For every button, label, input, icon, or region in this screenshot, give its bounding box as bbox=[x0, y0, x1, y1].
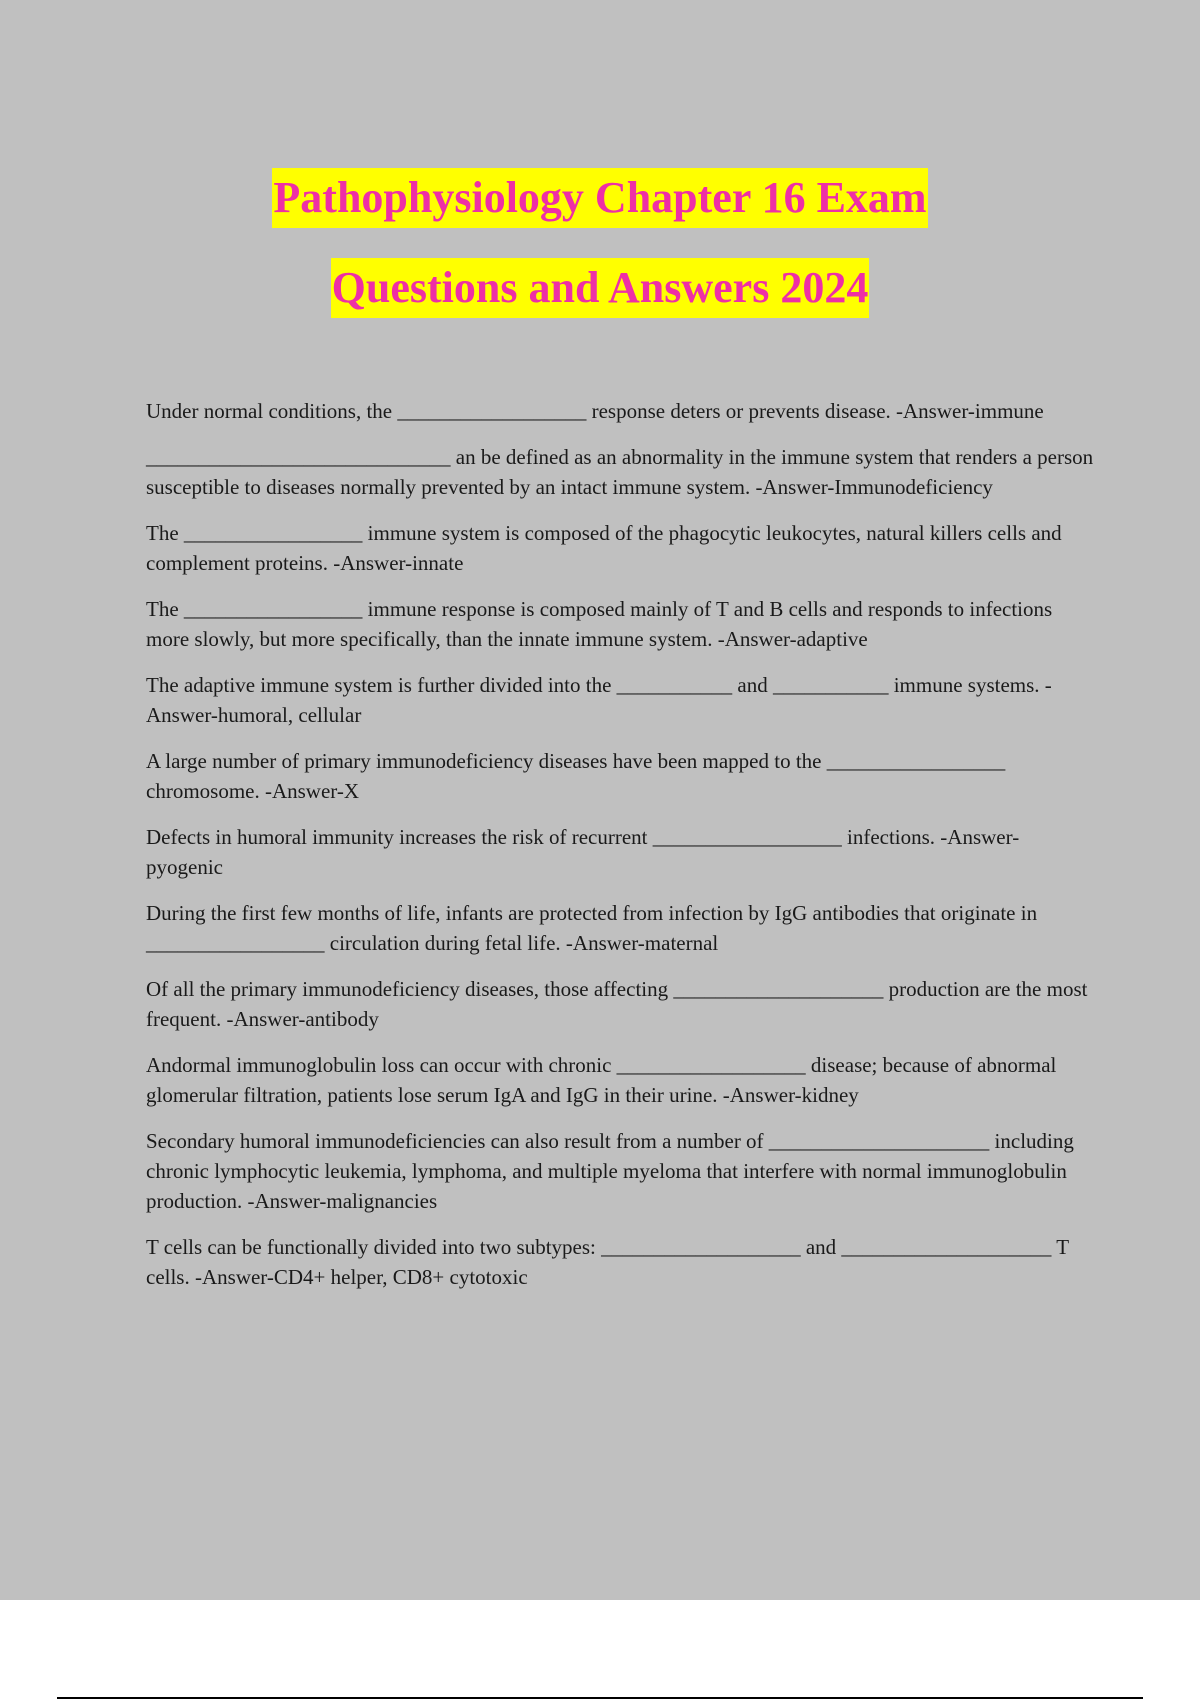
qa-item-5: The adaptive immune system is further divided into the ___________ and ___________ immune systems. -Answer-humoral, cellular bbox=[146, 673, 1052, 727]
qa-item-3: The _________________ immune system is composed of the phagocytic leukocytes, natural killers cells and complement proteins. -Answer-innate bbox=[146, 521, 1062, 575]
qa-item-9: Of all the primary immunodeficiency diseases, those affecting ____________________ production are the most frequent. -Answer-antibody bbox=[146, 977, 1088, 1031]
qa-item-4: The _________________ immune response is composed mainly of T and B cells and responds to infections more slowly, but more specifically, than the innate immune system. -Answer-adaptive bbox=[146, 597, 1053, 651]
qa-list bbox=[146, 396, 1096, 1308]
qa-item-7: Defects in humoral immunity increases the risk of recurrent __________________ infections. -Answer-pyogenic bbox=[146, 825, 1020, 879]
qa-item-2: _____________________________ an be defined as an abnormality in the immune system that renders a person susceptible to diseases normally prevented by an intact immune system. -Answer-Immunodeficiency bbox=[146, 445, 1094, 499]
qa-item-8: During the first few months of life, infants are protected from infection by IgG antibodies that originate in _________________ circulation during fetal life. -Answer-maternal bbox=[146, 901, 1038, 955]
qa-item-12: T cells can be functionally divided into two subtypes: ___________________ and ____________________ T cells. -Answer-CD4+ helper, CD8+ cytotoxic bbox=[146, 1235, 1069, 1289]
qa-item-11: Secondary humoral immunodeficiencies can also result from a number of _____________________ including chronic lymphocytic leukemia, lymphoma, and multiple myeloma that interfere with normal immunoglobulin production. -Answer-malignancies bbox=[146, 1129, 1074, 1213]
qa-item-10: Andormal immunoglobulin loss can occur with chronic __________________ disease; because of abnormal glomerular filtration, patients lose serum IgA and IgG in their urine. -Answer-kidney bbox=[146, 1053, 1057, 1107]
qa-item-6: A large number of primary immunodeficiency diseases have been mapped to the _________________ chromosome. -Answer-X bbox=[146, 749, 1006, 803]
page-title-line-1: Pathophysiology Chapter 16 Exam bbox=[272, 168, 927, 228]
footer-divider bbox=[57, 1697, 1143, 1699]
page-title-line-2: Questions and Answers 2024 bbox=[331, 258, 870, 318]
title-block bbox=[0, 168, 1200, 318]
qa-item-1: Under normal conditions, the __________________ response deters or prevents disease. -Answer-immune bbox=[146, 399, 1044, 423]
